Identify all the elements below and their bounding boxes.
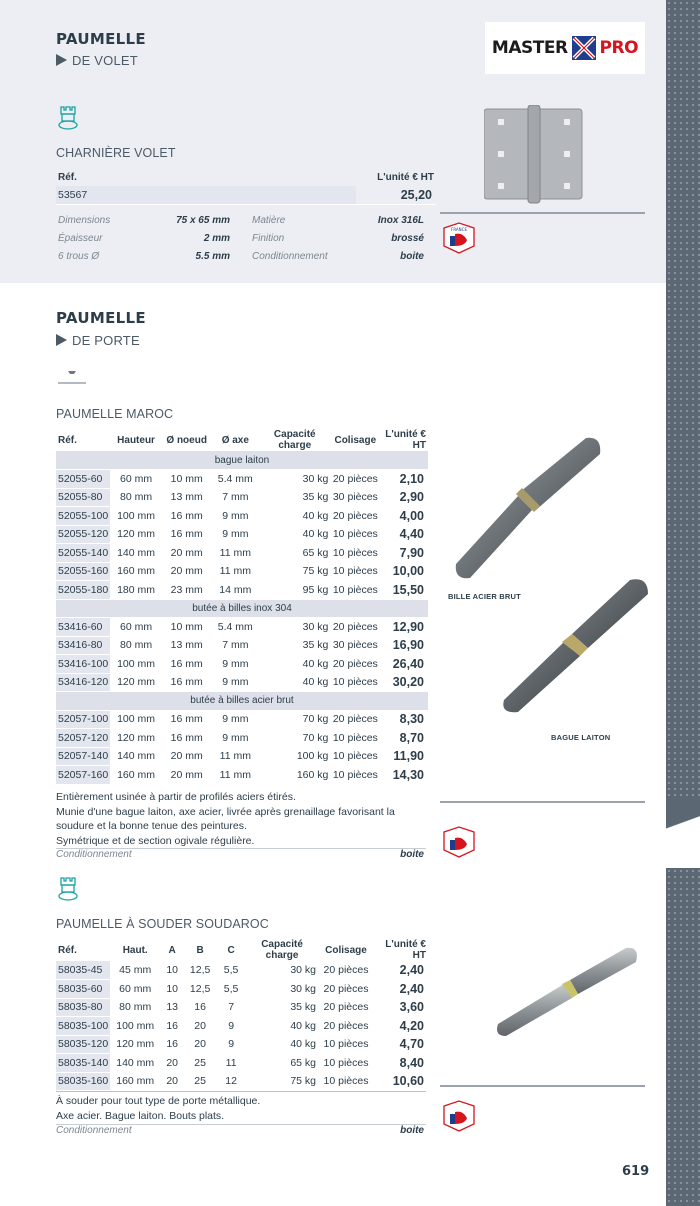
table-row <box>56 186 436 205</box>
ref-cell: 58035-100 <box>56 1017 110 1036</box>
table-row <box>56 636 428 655</box>
table-cell: 7 mm <box>211 636 259 655</box>
table-cell: 20 pièces <box>330 655 380 674</box>
table-cell: 20 pièces <box>330 710 380 729</box>
table-cell: 60 mm <box>110 470 162 489</box>
table-header <box>56 429 428 451</box>
description-line: Entièrement usinée à partir de profilés aciers étirés. <box>56 791 296 803</box>
table-cell: 20 pièces <box>330 618 380 637</box>
ref-cell: 52057-120 <box>56 729 110 748</box>
table-cell: 30 pièces <box>330 488 380 507</box>
table-cell: 7 <box>216 998 246 1017</box>
table-cell: 35 kg <box>259 488 330 507</box>
table-row <box>56 525 428 544</box>
table-row <box>56 1072 428 1091</box>
table-cell: 40 kg <box>259 507 330 526</box>
description-line: Axe acier. Bague laiton. Bouts plats. <box>56 1109 225 1122</box>
table-row <box>56 1035 428 1054</box>
divider <box>56 1091 426 1092</box>
table-cell: 160 mm <box>110 766 162 785</box>
table-cell: 7 mm <box>211 488 259 507</box>
table-cell: 9 <box>216 1017 246 1036</box>
price-cell: 26,40 <box>380 655 428 674</box>
table-row <box>56 747 428 766</box>
table-cell: 10 mm <box>162 470 212 489</box>
table-cell: 20 mm <box>162 766 212 785</box>
group-row <box>56 692 428 711</box>
table-row <box>56 507 428 526</box>
divider <box>440 801 645 803</box>
table-charniere <box>56 168 436 205</box>
table-cell: 70 kg <box>259 729 330 748</box>
col-header: Hauteur <box>117 434 155 446</box>
table-cell: 180 mm <box>110 581 162 600</box>
ref-cell: 52055-100 <box>56 507 110 526</box>
ref-cell: 52055-120 <box>56 525 110 544</box>
section-title-volet: PAUMELLE <box>56 30 146 48</box>
price-cell: 2,10 <box>380 470 428 489</box>
price-cell: 4,40 <box>380 525 428 544</box>
table-row <box>56 618 428 637</box>
product-title-soudaroc: PAUMELLE À SOUDER SOUDAROC <box>56 917 269 931</box>
col-header: C <box>227 944 235 956</box>
triangle-icon <box>56 54 67 66</box>
masterpro-logo <box>485 22 645 74</box>
specs-left <box>54 210 234 266</box>
col-header: Ø axe <box>221 434 249 446</box>
table-cell: 10 pièces <box>318 1035 374 1054</box>
brand-right: PRO <box>599 38 639 58</box>
table-cell: 40 kg <box>246 1035 318 1054</box>
ref-cell: 52055-60 <box>56 470 110 489</box>
ref-cell: 52055-80 <box>56 488 110 507</box>
description-soudaroc <box>56 1094 426 1123</box>
divider <box>440 212 645 214</box>
table-cell: 160 mm <box>110 562 162 581</box>
spec-value: 2 mm <box>203 232 230 244</box>
table-cell: 20 mm <box>162 562 212 581</box>
ref-cell: 52057-160 <box>56 766 110 785</box>
spec-label: 6 trous Ø <box>58 250 100 262</box>
col-header: Haut. <box>122 944 148 956</box>
table-cell: 9 mm <box>211 729 259 748</box>
table-cell: 10 pièces <box>330 729 380 748</box>
price-cell: 4,00 <box>380 507 428 526</box>
ref-cell: 58035-80 <box>56 998 110 1017</box>
group-label: butée à billes inox 304 <box>56 599 428 618</box>
ref-cell: 53416-80 <box>56 636 110 655</box>
table-cell: 9 mm <box>211 673 259 692</box>
table-cell: 20 mm <box>162 544 212 563</box>
table-cell: 140 mm <box>110 544 162 563</box>
divider <box>440 1085 645 1087</box>
ref-cell: 58035-120 <box>56 1035 110 1054</box>
table-cell: 40 kg <box>259 673 330 692</box>
spec-label: Conditionnement <box>252 250 328 262</box>
table-row <box>56 998 428 1017</box>
table-cell: 30 kg <box>246 961 318 980</box>
table-cell: 5,5 <box>216 980 246 999</box>
ref-cell: 52055-180 <box>56 581 110 600</box>
ref-cell: 52057-100 <box>56 710 110 729</box>
table-cell: 40 kg <box>259 655 330 674</box>
table-cell: 14 mm <box>211 581 259 600</box>
col-header: Capacité charge <box>261 939 303 961</box>
paumelle-bille-acier-image <box>448 432 608 592</box>
product-title-maroc: PAUMELLE MAROC <box>56 407 174 421</box>
table-cell: 12 <box>216 1072 246 1091</box>
table-cell: 80 mm <box>110 488 162 507</box>
table-cell: 10 pièces <box>318 1054 374 1073</box>
caption-bille-acier: BILLE ACIER BRUT <box>448 592 521 601</box>
table-cell: 60 mm <box>110 618 162 637</box>
spec-value: Inox 316L <box>377 214 424 226</box>
table-cell: 40 kg <box>246 1017 318 1036</box>
table-row <box>56 729 428 748</box>
table-cell: 16 mm <box>162 729 212 748</box>
table-cell: 30 pièces <box>330 636 380 655</box>
price-cell: 11,90 <box>380 747 428 766</box>
made-in-france-icon <box>442 222 476 254</box>
table-row <box>56 581 428 600</box>
table-cell: 80 mm <box>110 998 160 1017</box>
table-cell: 20 <box>184 1035 216 1054</box>
table-cell: 10 pièces <box>330 581 380 600</box>
price-cell: 8,40 <box>374 1054 428 1073</box>
made-in-france-icon <box>442 826 476 858</box>
table-cell: 140 mm <box>110 747 162 766</box>
table-header <box>56 939 428 961</box>
description-line: Symétrique et de section ogivale régulière. <box>56 834 255 847</box>
table-cell: 25 <box>184 1054 216 1073</box>
table-cell: 20 pièces <box>330 470 380 489</box>
group-row <box>56 451 428 470</box>
specs-right <box>248 210 428 266</box>
price-cell: 7,90 <box>380 544 428 563</box>
table-cell: 11 mm <box>211 544 259 563</box>
side-tab-lower-pattern <box>666 868 700 1206</box>
spec-label: Épaisseur <box>58 232 103 244</box>
table-cell: 20 pièces <box>318 998 374 1017</box>
table-cell: 40 kg <box>259 525 330 544</box>
table-cell: 35 kg <box>259 636 330 655</box>
table-cell: 20 <box>160 1054 184 1073</box>
table-row <box>56 1054 428 1073</box>
table-cell: 16 <box>160 1035 184 1054</box>
table-cell: 160 kg <box>259 766 330 785</box>
table-row <box>56 673 428 692</box>
col-header: L'unité € HT <box>385 939 426 961</box>
price-cell: 15,50 <box>380 581 428 600</box>
table-cell: 16 mm <box>162 655 212 674</box>
price-cell: 2,40 <box>374 961 428 980</box>
table-cell: 11 mm <box>211 747 259 766</box>
table-cell: 140 mm <box>110 1054 160 1073</box>
spec-value: 5.5 mm <box>195 250 230 262</box>
cube-logo-icon <box>571 34 597 62</box>
price-cell: 16,90 <box>380 636 428 655</box>
table-cell: 25 <box>184 1072 216 1091</box>
table-cell: 5.4 mm <box>211 618 259 637</box>
table-cell: 35 kg <box>246 998 318 1017</box>
section-title-porte: PAUMELLE <box>56 309 146 327</box>
table-cell: 75 kg <box>259 562 330 581</box>
table-row <box>56 470 428 489</box>
table-cell: 80 mm <box>110 636 162 655</box>
table-cell: 100 kg <box>259 747 330 766</box>
ref-cell: 58035-60 <box>56 980 110 999</box>
price-cell: 30,20 <box>380 673 428 692</box>
col-price: L'unité € HT <box>377 171 434 183</box>
table-cell: 16 mm <box>162 673 212 692</box>
spec-value: 75 x 65 mm <box>176 214 230 226</box>
price-cell: 8,70 <box>380 729 428 748</box>
price-cell: 4,20 <box>374 1017 428 1036</box>
table-cell: 100 mm <box>110 710 162 729</box>
price-cell: 12,90 <box>380 618 428 637</box>
description-line: À souder pour tout type de porte métallique. <box>56 1095 261 1107</box>
caption-bague-laiton: BAGUE LAITON <box>551 733 611 742</box>
table-cell: 60 mm <box>110 980 160 999</box>
col-header: Réf. <box>58 434 77 446</box>
table-cell: 20 pièces <box>318 1017 374 1036</box>
table-cell: 20 mm <box>162 747 212 766</box>
price-cell: 10,60 <box>374 1072 428 1091</box>
col-header: Colisage <box>325 944 367 956</box>
conditionnement-soudaroc <box>56 1124 426 1136</box>
triangle-icon <box>56 334 67 346</box>
table-cell: 70 kg <box>259 710 330 729</box>
group-label: bague laiton <box>56 451 428 470</box>
table-cell: 10 pièces <box>330 562 380 581</box>
table-cell: 10 pièces <box>330 766 380 785</box>
table-cell: 10 pièces <box>330 673 380 692</box>
table-cell: 30 kg <box>259 618 330 637</box>
price-cell: 2,40 <box>374 980 428 999</box>
table-cell: 20 pièces <box>330 507 380 526</box>
product-title-charniere: CHARNIÈRE VOLET <box>56 146 176 160</box>
col-header: Ø noeud <box>166 434 207 446</box>
mark-text: FRANCE <box>451 227 467 232</box>
col-header: Capacité charge <box>273 429 316 451</box>
table-row <box>56 1017 428 1036</box>
table-cell: 11 mm <box>211 562 259 581</box>
brand-mark-icon <box>56 368 88 388</box>
table-cell: 10 pièces <box>330 544 380 563</box>
table-row <box>56 544 428 563</box>
brand-left: MASTER <box>491 38 568 58</box>
table-cell: 16 mm <box>162 507 212 526</box>
table-cell: 13 mm <box>162 488 212 507</box>
table-cell: 100 mm <box>110 507 162 526</box>
price-cell: 10,00 <box>380 562 428 581</box>
table-cell: 16 mm <box>162 525 212 544</box>
table-cell: 20 pièces <box>318 980 374 999</box>
castle-certification-icon <box>57 876 79 902</box>
price-cell: 4,70 <box>374 1035 428 1054</box>
table-cell: 5,5 <box>216 961 246 980</box>
ref-cell: 52055-140 <box>56 544 110 563</box>
table-cell: 20 <box>184 1017 216 1036</box>
table-cell: 16 <box>160 1017 184 1036</box>
ref-cell: 53416-100 <box>56 655 110 674</box>
paumelle-bague-laiton-image <box>498 572 658 720</box>
section-subtitle-porte: DE PORTE <box>56 333 140 348</box>
group-label: butée à billes acier brut <box>56 692 428 711</box>
table-cell: 95 kg <box>259 581 330 600</box>
table-cell: 23 mm <box>162 581 212 600</box>
table-cell: 75 kg <box>246 1072 318 1091</box>
charniere-volet-image <box>484 105 584 205</box>
cond-label: Conditionnement <box>56 1125 132 1136</box>
table-cell: 120 mm <box>110 1035 160 1054</box>
table-cell: 10 mm <box>162 618 212 637</box>
table-cell: 120 mm <box>110 673 162 692</box>
table-cell: 20 <box>160 1072 184 1091</box>
table-cell: 30 kg <box>246 980 318 999</box>
spec-value: boite <box>400 250 424 262</box>
table-row <box>56 710 428 729</box>
spec-label: Dimensions <box>58 214 111 226</box>
table-row <box>56 980 428 999</box>
table-cell: 5.4 mm <box>211 470 259 489</box>
paumelle-soudaroc-image <box>494 942 640 1038</box>
table-cell: 65 kg <box>259 544 330 563</box>
table-cell: 160 mm <box>110 1072 160 1091</box>
ref-cell: 58035-140 <box>56 1054 110 1073</box>
table-cell: 9 <box>216 1035 246 1054</box>
table-cell: 10 <box>160 961 184 980</box>
table-cell: 120 mm <box>110 525 162 544</box>
table-cell: 30 kg <box>259 470 330 489</box>
col-ref: Réf. <box>58 171 77 183</box>
side-tab-notch <box>666 800 700 868</box>
description-maroc <box>56 790 426 848</box>
made-in-france-icon <box>442 1100 476 1132</box>
col-header: Réf. <box>58 944 77 956</box>
table-soudaroc <box>56 939 428 1091</box>
price-cell: 8,30 <box>380 710 428 729</box>
ref-cell: 53567 <box>56 186 356 205</box>
table-cell: 16 mm <box>162 710 212 729</box>
table-cell: 10 pièces <box>318 1072 374 1091</box>
table-cell: 65 kg <box>246 1054 318 1073</box>
table-cell: 10 pièces <box>330 525 380 544</box>
ref-cell: 52057-140 <box>56 747 110 766</box>
table-cell: 9 mm <box>211 507 259 526</box>
table-row <box>56 961 428 980</box>
ref-cell: 52055-160 <box>56 562 110 581</box>
ref-cell: 58035-45 <box>56 961 110 980</box>
price-cell: 3,60 <box>374 998 428 1017</box>
table-cell: 20 pièces <box>318 961 374 980</box>
side-tab-pattern <box>666 0 700 800</box>
col-header: Colisage <box>334 434 377 446</box>
group-row <box>56 599 428 618</box>
table-cell: 9 mm <box>211 710 259 729</box>
table-cell: 9 mm <box>211 525 259 544</box>
table-cell: 12,5 <box>184 961 216 980</box>
table-cell: 100 mm <box>110 655 162 674</box>
ref-cell: 53416-120 <box>56 673 110 692</box>
table-cell: 11 mm <box>211 766 259 785</box>
cond-label: Conditionnement <box>56 849 132 860</box>
table-cell: 10 <box>160 980 184 999</box>
table-cell: 13 <box>160 998 184 1017</box>
table-cell: 16 <box>184 998 216 1017</box>
description-line: Munie d'une bague laiton, axe acier, livrée après grenaillage favorisant la soudure et la bonne tenue des peintures. <box>56 805 395 832</box>
table-row <box>56 655 428 674</box>
price-cell: 25,20 <box>356 186 436 205</box>
spec-value: brossé <box>391 232 424 244</box>
table-cell: 12,5 <box>184 980 216 999</box>
spec-label: Finition <box>252 232 285 244</box>
cond-value: boite <box>400 1125 424 1136</box>
ref-cell: 58035-160 <box>56 1072 110 1091</box>
price-cell: 14,30 <box>380 766 428 785</box>
table-row <box>56 488 428 507</box>
table-cell: 13 mm <box>162 636 212 655</box>
table-cell: 100 mm <box>110 1017 160 1036</box>
price-cell: 2,90 <box>380 488 428 507</box>
table-cell: 11 <box>216 1054 246 1073</box>
conditionnement-maroc <box>56 848 426 860</box>
table-row <box>56 766 428 785</box>
table-cell: 120 mm <box>110 729 162 748</box>
col-header: L'unité € HT <box>385 429 426 451</box>
section-subtitle-volet: DE VOLET <box>56 53 138 68</box>
table-cell: 9 mm <box>211 655 259 674</box>
table-cell: 10 pièces <box>330 747 380 766</box>
castle-certification-icon <box>57 105 79 131</box>
col-header: B <box>196 944 204 956</box>
table-row <box>56 562 428 581</box>
table-cell: 45 mm <box>110 961 160 980</box>
spec-label: Matière <box>252 214 286 226</box>
col-header: A <box>168 944 176 956</box>
page-number: 619 <box>622 1164 650 1179</box>
ref-cell: 53416-60 <box>56 618 110 637</box>
cond-value: boite <box>400 849 424 860</box>
table-paumelle-maroc <box>56 429 428 785</box>
